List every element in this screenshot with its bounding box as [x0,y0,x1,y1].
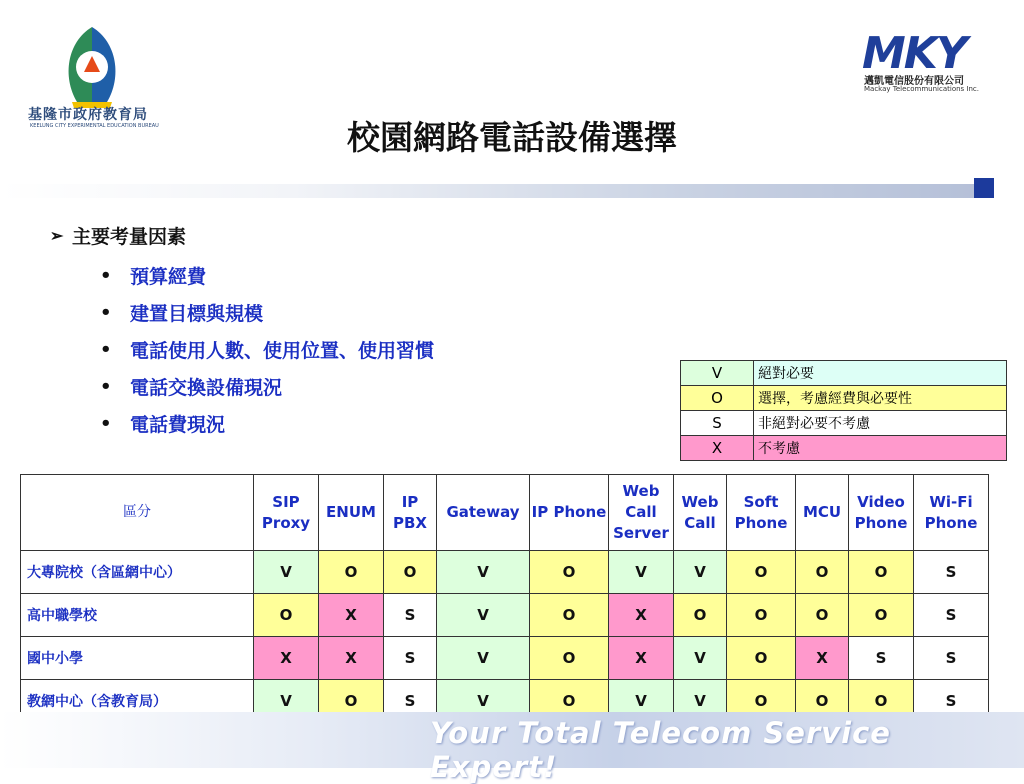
table-cell: V [437,594,530,637]
list-item [100,257,434,294]
column-header: ENUM [319,475,384,551]
table-cell: X [319,637,384,680]
table-cell: V [674,551,727,594]
list-item-label: 建置目標與規模 [130,303,264,325]
column-header: SIP Proxy [254,475,319,551]
table-cell: O [727,680,796,723]
table-cell: X [609,637,674,680]
column-header: IP PBX [384,475,437,551]
legend-row [681,436,1007,461]
title-divider [0,184,974,198]
legend-row [681,386,1007,411]
list-item [100,294,434,331]
bullet-dot-icon: • [100,413,112,434]
main-bullet [50,222,434,249]
table-cell: O [727,594,796,637]
table-cell: V [609,551,674,594]
education-bureau-subtitle: KEELUNG CITY EXPERIMENTAL EDUCATION BUREAU [30,123,159,129]
table-cell: O [319,680,384,723]
bullet-dot-icon: • [100,376,112,397]
list-item [100,405,434,442]
table-cell: X [319,594,384,637]
table-cell: V [254,680,319,723]
table-cell: O [796,551,849,594]
table-cell: V [674,680,727,723]
page-title: 校園網路電話設備選擇 [347,118,677,157]
legend-desc: 非絕對必要不考慮 [754,411,1007,436]
table-cell: O [849,594,914,637]
table-cell: O [727,637,796,680]
column-header: Web Call Server [609,475,674,551]
row-label: 教網中心（含教育局） [21,680,254,723]
table-cell: S [384,594,437,637]
table-header-row [21,475,989,551]
legend-code: S [681,411,754,436]
legend-code: X [681,436,754,461]
bullet-dot-icon: • [100,265,112,286]
equipment-matrix-table [20,474,989,723]
table-cell: O [796,594,849,637]
column-header: MCU [796,475,849,551]
table-cell: O [796,680,849,723]
table-cell: X [796,637,849,680]
table-cell: O [530,594,609,637]
table-row [21,637,989,680]
legend-row [681,411,1007,436]
legend-desc: 選擇，考慮經費與必要性 [754,386,1007,411]
table-cell: V [437,551,530,594]
company-name-en: Mackay Telecommunications Inc. [864,85,979,93]
table-cell: O [254,594,319,637]
list-item-label: 預算經費 [130,266,207,288]
legend-table [680,360,1007,461]
bullet-dot-icon: • [100,302,112,323]
table-corner-header: 區分 [21,475,254,551]
arrow-bullet-icon: ➢ [50,226,64,245]
column-header: Web Call [674,475,727,551]
column-header: Video Phone [849,475,914,551]
table-cell: O [530,637,609,680]
row-label: 國中小學 [21,637,254,680]
mky-brand: MKY [862,28,966,79]
table-cell: O [849,680,914,723]
column-header: IP Phone [530,475,609,551]
table-cell: S [384,680,437,723]
table-cell: S [384,637,437,680]
consideration-list [50,222,434,442]
legend-code: O [681,386,754,411]
table-cell: O [384,551,437,594]
list-item-label: 電話使用人數、使用位置、使用習慣 [130,340,435,362]
table-cell: O [727,551,796,594]
table-cell: S [849,637,914,680]
column-header: Soft Phone [727,475,796,551]
table-cell: X [609,594,674,637]
table-cell: S [914,594,989,637]
table-row [21,551,989,594]
bullet-dot-icon: • [100,339,112,360]
footer-slogan: Your Total Telecom Service Expert! [430,716,891,784]
table-cell: O [849,551,914,594]
divider-accent-block [974,178,994,198]
legend-row [681,361,1007,386]
table-cell: V [437,680,530,723]
table-cell: V [254,551,319,594]
table-cell: V [674,637,727,680]
legend-desc: 絕對必要 [754,361,1007,386]
legend-desc: 不考慮 [754,436,1007,461]
list-item-label: 電話交換設備現況 [130,377,283,399]
table-cell: S [914,551,989,594]
table-cell: S [914,637,989,680]
table-cell: O [530,680,609,723]
table-cell: O [530,551,609,594]
column-header: Wi-Fi Phone [914,475,989,551]
table-cell: S [914,680,989,723]
legend-code: V [681,361,754,386]
table-cell: O [674,594,727,637]
table-cell: V [437,637,530,680]
list-item [100,368,434,405]
table-cell: V [609,680,674,723]
row-label: 高中職學校 [21,594,254,637]
company-name-cn: 邁凱電信股份有限公司 [864,76,964,87]
main-bullet-label: 主要考量因素 [72,226,187,248]
row-label: 大專院校（含區網中心） [21,551,254,594]
education-bureau-name: 基隆市政府教育局 [28,107,148,123]
table-cell: O [319,551,384,594]
table-cell: X [254,637,319,680]
list-item [100,331,434,368]
column-header: Gateway [437,475,530,551]
table-row [21,594,989,637]
list-item-label: 電話費現況 [130,414,226,436]
